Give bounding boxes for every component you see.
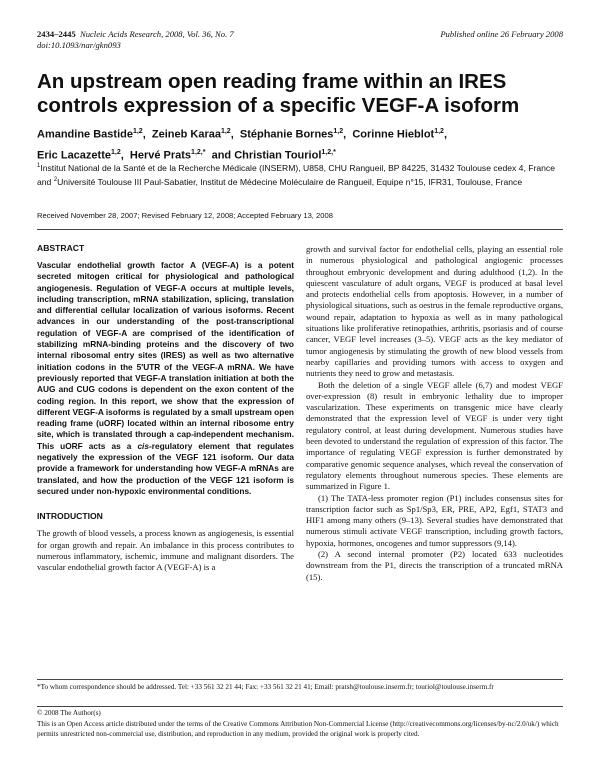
body-paragraph: (2) A second internal promoter (P2) located 633 nucleotides downstream from the P1, directs the transcription of a truncated mRNA (15).: [306, 549, 563, 582]
author-name: Hervé Prats: [129, 149, 192, 162]
article-title: An upstream open reading frame within an IRES controls expression of a specific VEGF-A isoform: [37, 70, 520, 117]
author-name: Corinne Hieblot: [352, 128, 435, 141]
affiliation-text: Institut National de la Santé et de la Recherche Médicale (INSERM), U858, CHU Rangueil, BP 84225, 31432 Toulouse cedex 4, France and: [37, 162, 555, 188]
author-name: Amandine Bastide: [37, 128, 133, 141]
author-list: Amandine Bastide$^{1,2}$, Zeineb Karaa$^{1,2}$, Stéphanie Bornes$^{1,2}$, Corinne Hieblot$^{1,2}$, Eric Lacazette$^{1,2}$, Hervé Prats$^{1,2,*}$ and Christian Touriol$^{1,2,*}$: [37, 128, 447, 162]
author-name: Zeineb Karaa: [151, 128, 221, 141]
introduction-heading: INTRODUCTION: [37, 511, 103, 522]
body-paragraph: growth and survival factor for endothelial cells, playing an essential role in numerous physiological and pathological angiogenic processes throughout embryonic development and during adulthood (1,2). In the quiescent vasculature of adult organs, VEGF is produced at basal level and protects endothelial cells from apoptosis. However, in a number of physiological situations, such as oestrus in the female reproductive organs, wound repair, adaptation to hypoxia as well as in many pathological situations like proliferative retinopathies, arthritis, psoriasis and of course cancer, VEGF level increases (3–5). VEGF acts as the key mediator of tumor angiogenesis by stimulating the growth of new blood vessels from nearby capillaries and providing tumors with access to oxygen and nutrients they need to grow and metastasis.: [306, 244, 563, 379]
license-statement: This is an Open Access article distributed under the terms of the Creative Commons Attribution Non-Commercial License (http://creativecommons.org/licenses/by-nc/2.0/uk/) which permits unrestricted non-commercial use, distribution, and reproduction in any medium, provided the original work is properly cited.: [37, 720, 559, 738]
doi[interactable]: doi:10.1093/nar/gkn093: [37, 40, 121, 50]
right-column: [306, 244, 563, 583]
author-affiliation-mark: 1,2: [132, 128, 143, 135]
header-divider: [37, 229, 563, 230]
copyright-divider: [37, 706, 563, 707]
footnote-divider: [37, 679, 563, 680]
left-column: [37, 243, 294, 573]
body-paragraph: Both the deletion of a single VEGF allele (6,7) and modest VEGF over-expression (8) result in embryonic lethality due to improper vascularization. These experiments on transgenic mice have clearly demonstrated that the expression level of VEGF is under very tight regulatory control, at least during development. Numerous studies have been devoted to understand the regulation of expression of this factor. The importance of regulating VEGF expression is further demonstrated by comparative genomic sequence analyses, which reveal the conservation of regulatory elements throughout numerous species. These elements are summarized in Figure 1.: [306, 379, 563, 492]
abstract-text: Vascular endothelial growth factor A (VEGF-A) is a potent secreted mitogen critical for physiological and pathological angiogenesis. Regulation of VEGF-A occurs at multiple levels, including transcription, mRNA stabilization, splicing, translation and differential cellular localization of various isoforms. Recent advances in our understanding of the post-transcriptional regulation of VEGF-A are comprised of the identification of stabilizing mRNA-binding proteins and the discovery of two internal ribosomal entry sites (IRES) as well as two alternative initiation codons in the 5′UTR of the VEGF-A mRNA. We have previously reported that VEGF-A translation initiation at both the AUG and CUG codons is dependent on the exon content of the coding region. In this report, we show that the expression of different VEGF-A isoforms is regulated by a small upstream open reading frame (uORF) located within an internal ribosome entry site, which is translated through a cap-independent mechanism. This uORF acts as a cis-regulatory element that regulates negatively the expression of the VEGF 121 isoform. Our data provide a framework for understanding how VEGF-A mRNAs are translated, and how the production of the VEGF 121 isoform is secured under non-hypoxic environmental conditions.: [37, 260, 294, 496]
journal-citation: Nucleic Acids Research, 2008, Vol. 36, No. 7: [79, 29, 234, 39]
author-affiliation-mark: 1,2: [110, 148, 121, 156]
affiliations: [37, 160, 567, 189]
publication-date: Published online 26 February 2008: [440, 29, 563, 39]
copyright-notice: © 2008 The Author(s): [37, 709, 101, 717]
affiliation-number: 2: [53, 177, 58, 184]
author-name: Eric Lacazette: [37, 149, 111, 162]
running-head-left: [37, 29, 234, 40]
affiliation-number: 1: [37, 163, 41, 169]
correspondence-footnote: *To whom correspondence should be addressed. Tel: +33 561 32 21 44; Fax: +33 561 32 21 41; Email: pratsh@toulouse.inserm.fr; touriol@toulouse.inserm.fr: [37, 683, 494, 691]
author-affiliation-mark: 1,2: [333, 128, 344, 135]
author-name: and Christian Touriol: [211, 149, 322, 162]
author-affiliation-mark: 1,2: [220, 128, 231, 135]
author-name: Stéphanie Bornes: [239, 128, 334, 141]
affiliation-text: Université Toulouse III Paul-Sabatier, Institut de Médecine Moléculaire de Rangueil, Equipe n°15, IFR31, Toulouse, France: [57, 177, 523, 188]
introduction-paragraph: The growth of blood vessels, a process known as angiogenesis, is essential for organ growth and repair. An imbalance in this process contributes to numerous inflammatory, ischemic, immune and malignant disorders. The vascular endothelial growth factor A (VEGF-A) is a: [37, 528, 294, 573]
author-affiliation-mark: 1,2,*: [321, 148, 336, 156]
abstract-heading: ABSTRACT: [37, 243, 85, 253]
body-paragraph: (1) The TATA-less promoter region (P1) includes consensus sites for transcription factor such as Sp1/Sp3, ER, PRE, AP2, Egf1, STAT3 and HIF1 among many others (9–13). Several studies have demonstrated that numerous stimuli activate VEGF transcription, including growth factors, hypoxia, hormones, oncogenes and tumor suppressors (9,14).: [306, 492, 563, 548]
author-affiliation-mark: 1,2: [434, 128, 444, 135]
page-range: 2434–2445: [37, 29, 76, 39]
author-affiliation-mark: 1,2,*: [191, 148, 206, 156]
received-dates: Received November 28, 2007; Revised February 12, 2008; Accepted February 13, 2008: [37, 211, 333, 220]
